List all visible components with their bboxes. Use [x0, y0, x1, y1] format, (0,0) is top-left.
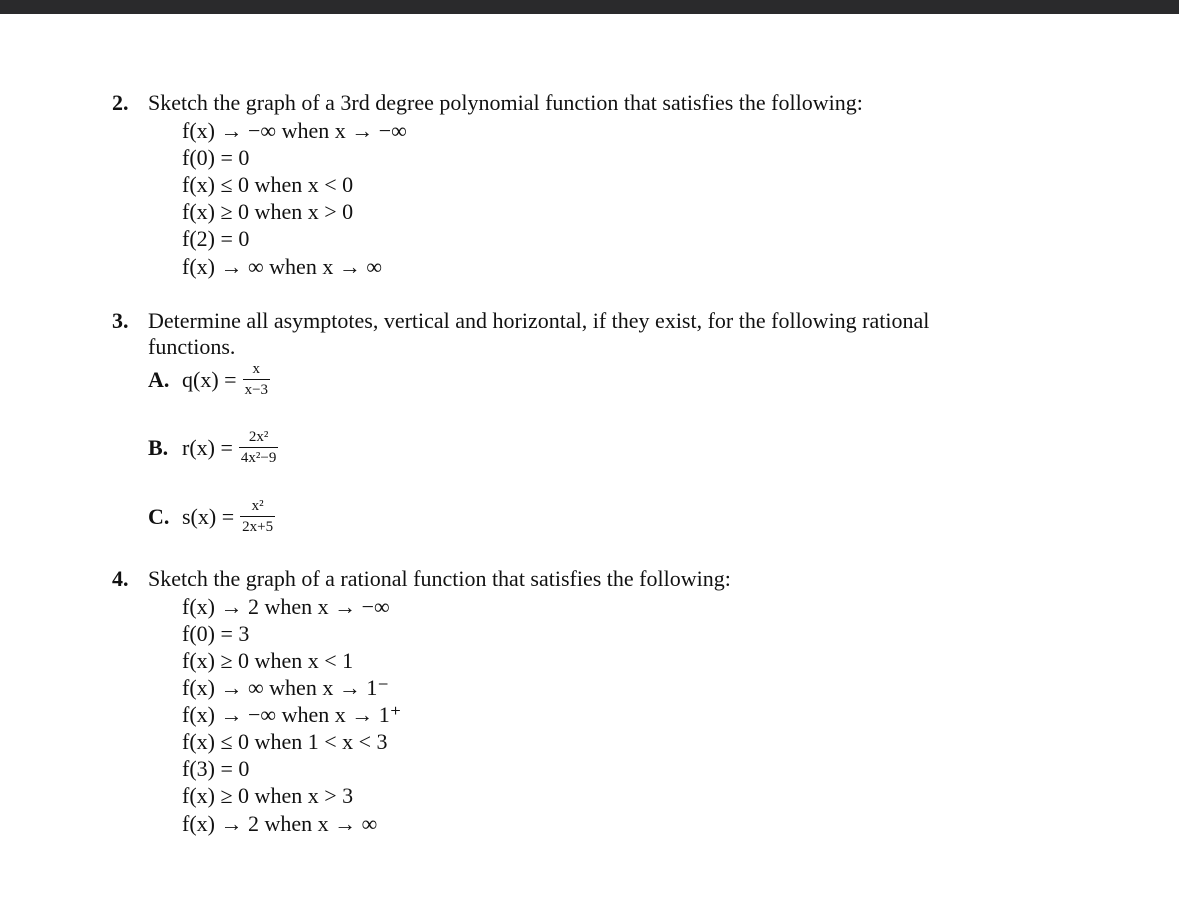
q4-condition-8: f(x) ≥ 0 when x > 3	[182, 783, 354, 808]
q2-condition-1: f(x) → −∞ when x → −∞	[182, 118, 407, 143]
part-a-function: q(x) =	[182, 366, 237, 392]
q4-condition-6: f(x) ≤ 0 when 1 < x < 3	[182, 729, 388, 754]
part-b-function: r(x) =	[182, 434, 233, 460]
question-2-number: 2.	[112, 90, 129, 115]
q2-condition-2: f(0) = 0	[182, 145, 250, 170]
q2-condition-3: f(x) ≤ 0 when x < 0	[182, 172, 354, 197]
question-2-prompt: Sketch the graph of a 3rd degree polynomial function that satisfies the following:	[148, 90, 863, 115]
q4-condition-5: f(x) → −∞ when x → 1⁺	[182, 702, 402, 727]
question-4-number: 4.	[112, 566, 129, 591]
part-b-label: B.	[148, 434, 169, 460]
part-c-denominator: 2x+5	[240, 516, 275, 536]
part-c-label: C.	[148, 503, 170, 529]
part-c-fraction	[240, 497, 275, 536]
part-a-numerator: x	[252, 361, 261, 377]
q4-condition-1: f(x) → 2 when x → −∞	[182, 594, 390, 619]
q3-part-c	[148, 497, 275, 536]
question-4-prompt: Sketch the graph of a rational function that satisfies the following:	[148, 566, 731, 591]
part-b-numerator: 2x²	[248, 429, 269, 445]
q4-condition-9: f(x) → 2 when x → ∞	[182, 811, 378, 836]
question-3-prompt-line-1: Determine all asymptotes, vertical and horizontal, if they exist, for the following rational	[148, 308, 930, 333]
q4-condition-7: f(3) = 0	[182, 756, 250, 781]
q4-condition-2: f(0) = 3	[182, 621, 250, 646]
q2-condition-5: f(2) = 0	[182, 226, 250, 251]
part-c-numerator: x²	[251, 498, 264, 514]
part-a-denominator: x−3	[243, 379, 270, 399]
part-b-fraction	[239, 428, 278, 467]
question-3-number: 3.	[112, 308, 129, 333]
part-a-label: A.	[148, 366, 170, 392]
q3-part-b	[148, 428, 278, 467]
q4-condition-3: f(x) ≥ 0 when x < 1	[182, 648, 354, 673]
q2-condition-6: f(x) → ∞ when x → ∞	[182, 254, 382, 279]
q2-condition-4: f(x) ≥ 0 when x > 0	[182, 199, 354, 224]
question-3-prompt-line-2: functions.	[148, 334, 236, 359]
part-b-denominator: 4x²−9	[239, 447, 278, 467]
part-c-function: s(x) =	[182, 503, 235, 529]
q3-part-a	[148, 360, 270, 399]
q4-condition-4: f(x) → ∞ when x → 1⁻	[182, 675, 389, 700]
part-a-fraction	[243, 360, 270, 399]
